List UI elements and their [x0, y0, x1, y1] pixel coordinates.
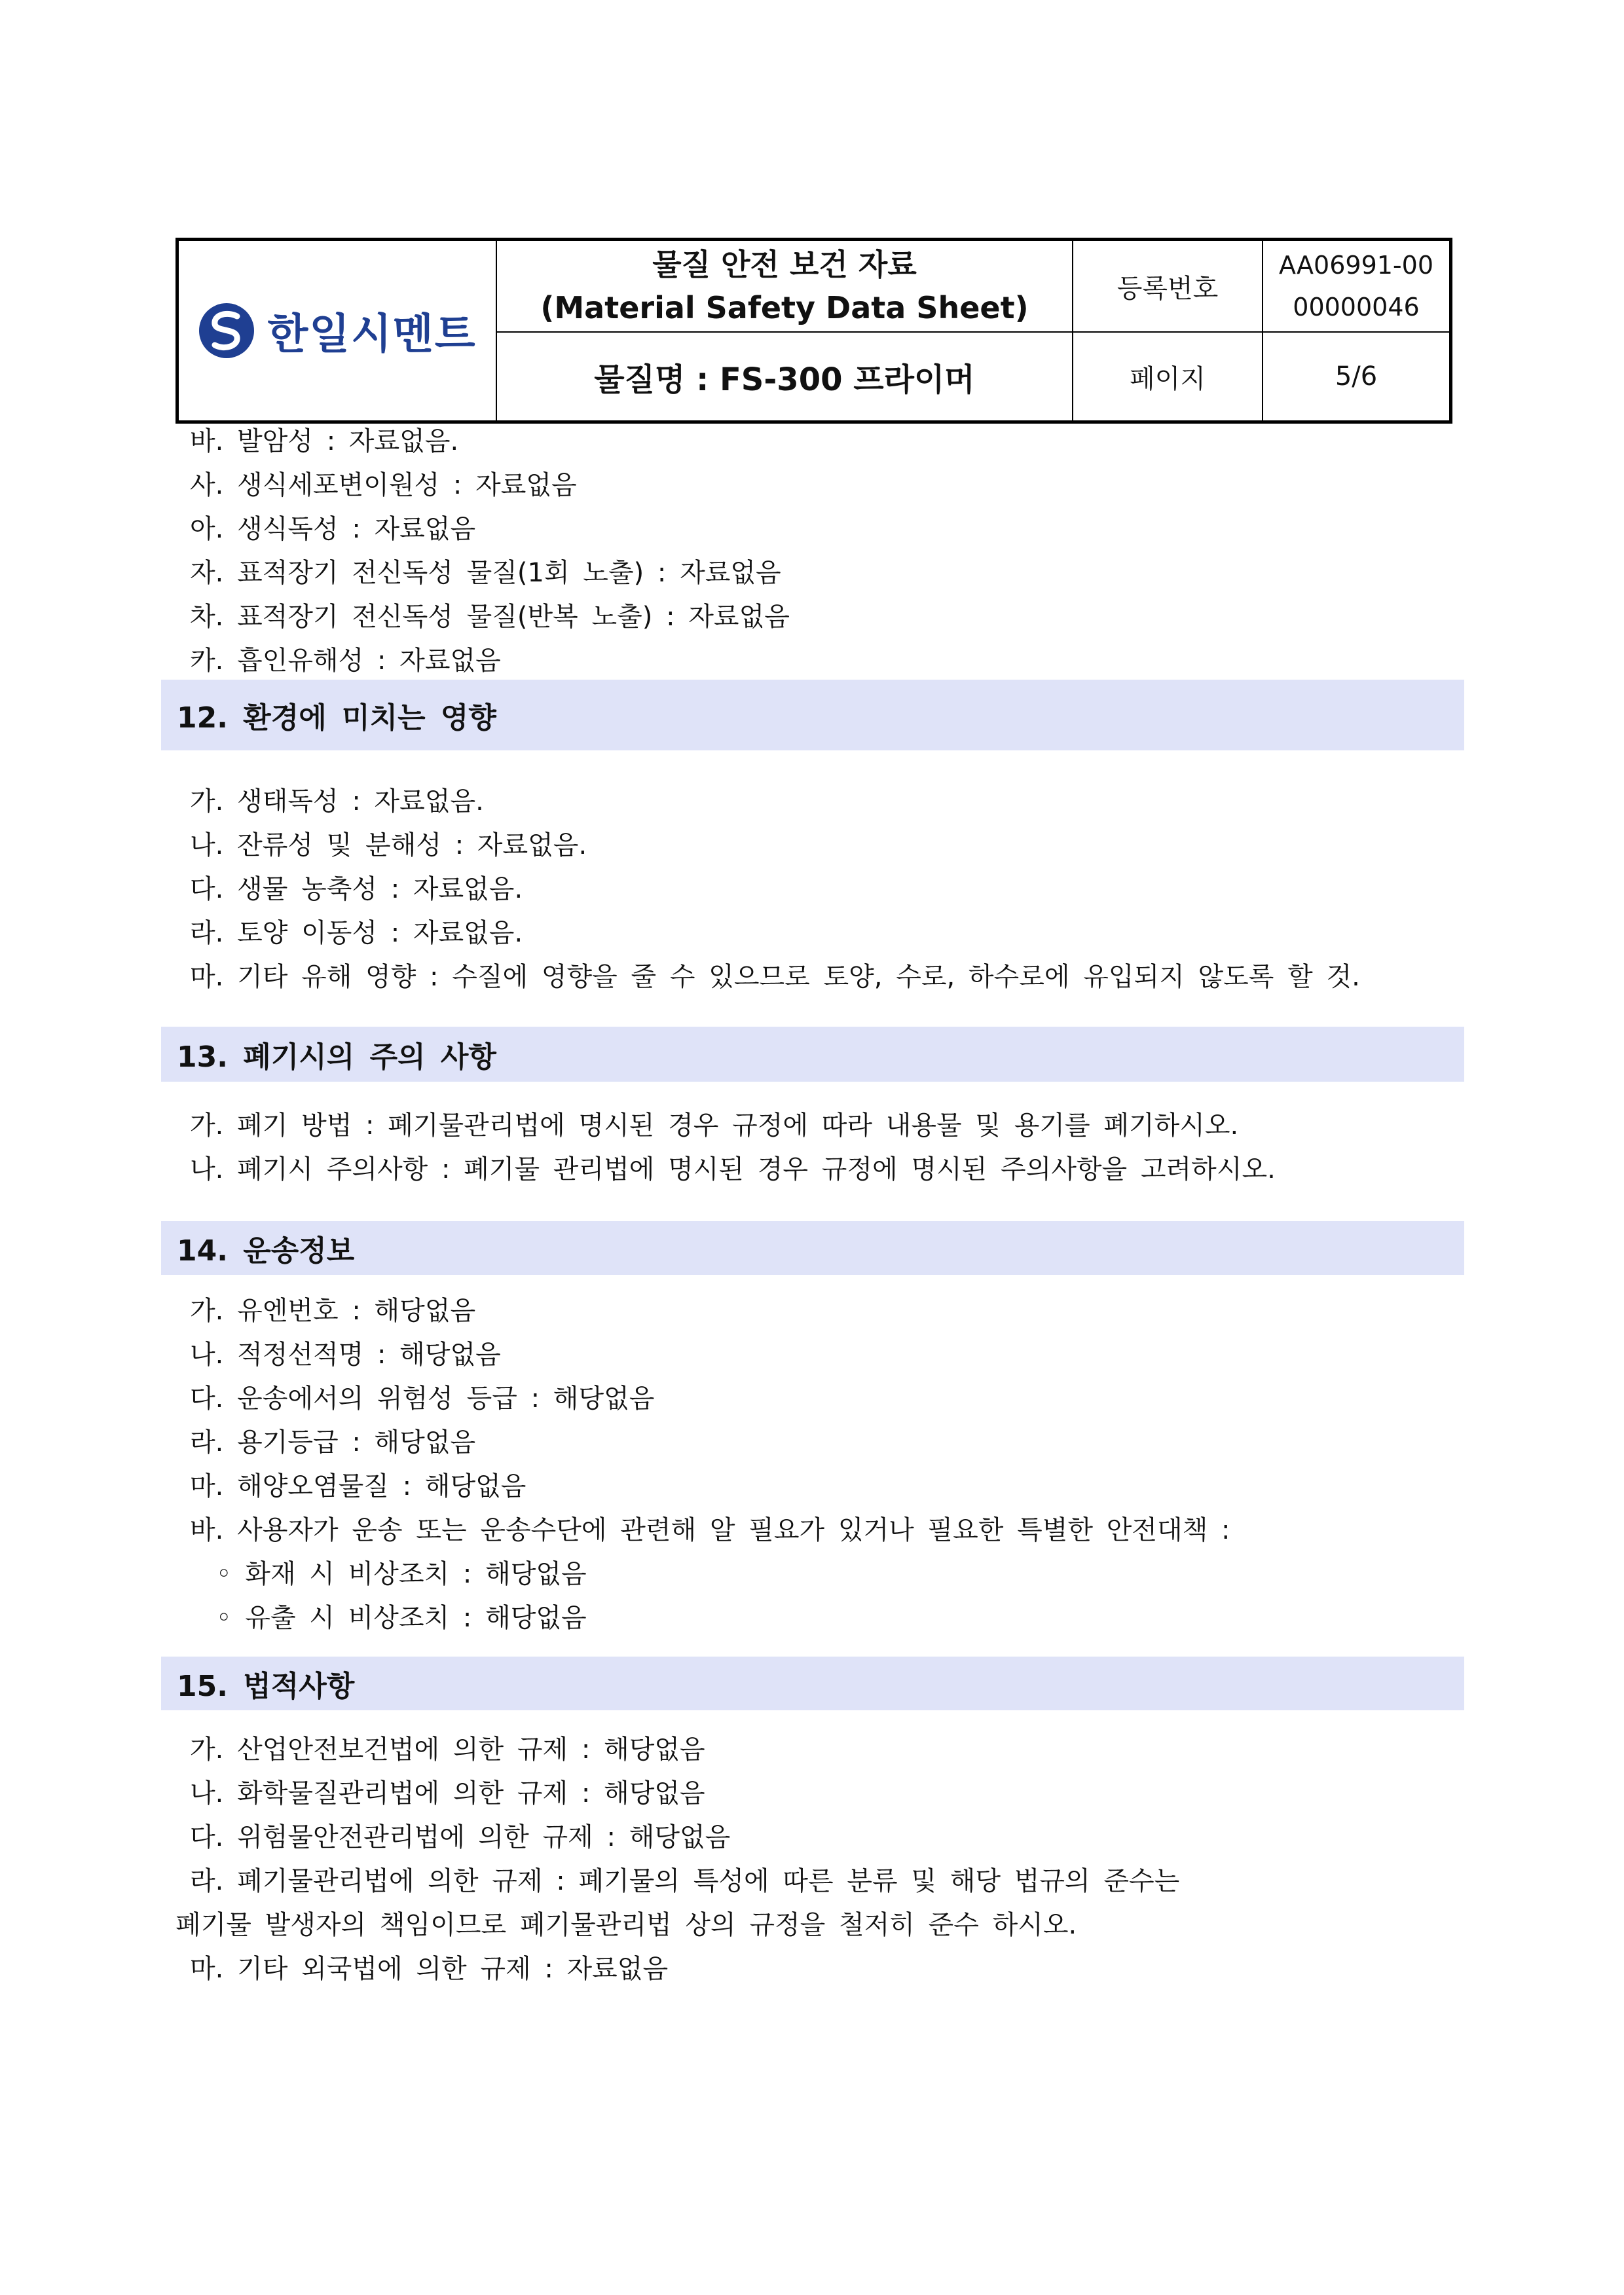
section-header-15	[161, 1657, 1464, 1710]
list-item: 라. 토양 이동성 : 자료없음.	[190, 918, 523, 948]
list-item: 가. 유엔번호 : 해당없음	[190, 1296, 476, 1326]
material-name: 물질명 : FS-300 프라이머	[497, 333, 1073, 420]
list-item: 가. 생태독성 : 자료없음.	[190, 786, 484, 817]
hanil-s-logo-icon	[198, 302, 255, 359]
list-item: 바. 발암성 : 자료없음.	[190, 426, 459, 456]
list-item: 사. 생식세포변이원성 : 자료없음	[190, 470, 577, 500]
list-item: 마. 기타 유해 영향 : 수질에 영향을 줄 수 있으므로 토양, 수로, 하수로에 유입되지 않도록 할 것.	[190, 962, 1360, 992]
registration-number-line1: AA06991-00	[1279, 251, 1433, 280]
page-number: 5/6	[1335, 361, 1378, 392]
list-item: 마. 해양오염물질 : 해당없음	[190, 1471, 526, 1501]
list-item: 가. 폐기 방법 : 폐기물관리법에 명시된 경우 규정에 따라 내용물 및 용기를 폐기하시오.	[190, 1111, 1239, 1141]
list-item: 바. 사용자가 운송 또는 운송수단에 관련해 알 필요가 있거나 필요한 특별한 안전대책 :	[190, 1515, 1230, 1545]
section-header-14	[161, 1221, 1464, 1275]
document-title-cell	[497, 241, 1073, 333]
section-header-12	[161, 680, 1464, 750]
list-item: 아. 생식독성 : 자료없음	[190, 514, 476, 544]
section-title: 15. 법적사항	[177, 1670, 355, 1703]
list-item: 차. 표적장기 전신독성 물질(반복 노출) : 자료없음	[190, 602, 790, 632]
list-item: 나. 잔류성 및 분해성 : 자료없음.	[190, 830, 587, 860]
company-name: 한일시멘트	[267, 310, 477, 359]
sub-list-item: ◦ 유출 시 비상조치 : 해당없음	[216, 1603, 587, 1633]
list-item: 자. 표적장기 전신독성 물질(1회 노출) : 자료없음	[190, 558, 781, 588]
company-logo	[198, 301, 476, 361]
document-title-korean: 물질 안전 보건 자료	[652, 247, 917, 282]
list-item: 다. 생물 농축성 : 자료없음.	[190, 874, 523, 904]
list-item: 다. 위험물안전관리법에 의한 규제 : 해당없음	[190, 1822, 731, 1852]
list-item: 다. 운송에서의 위험성 등급 : 해당없음	[190, 1384, 655, 1414]
list-item: 가. 산업안전보건법에 의한 규제 : 해당없음	[190, 1735, 705, 1765]
section-title: 12. 환경에 미치는 영향	[177, 701, 496, 735]
registration-number-cell	[1263, 241, 1449, 333]
document-title-english: (Material Safety Data Sheet)	[540, 290, 1029, 325]
sub-list-item: ◦ 화재 시 비상조치 : 해당없음	[216, 1559, 587, 1589]
section-title: 14. 운송정보	[177, 1234, 355, 1268]
section-title: 13. 폐기시의 주의 사항	[177, 1040, 496, 1074]
registration-number-line2: 00000046	[1293, 293, 1420, 321]
list-item: 나. 화학물질관리법에 의한 규제 : 해당없음	[190, 1778, 705, 1808]
list-item: 나. 폐기시 주의사항 : 폐기물 관리법에 명시된 경우 규정에 명시된 주의사항을 고려하시오.	[190, 1154, 1276, 1184]
page-label: 페이지	[1073, 333, 1263, 420]
list-item-continuation: 폐기물 발생자의 책임이므로 폐기물관리법 상의 규정을 철저히 준수 하시오.	[175, 1910, 1077, 1940]
list-item: 마. 기타 외국법에 의한 규제 : 자료없음	[190, 1954, 669, 1984]
document-header-table	[175, 238, 1452, 424]
list-item: 카. 흡인유해성 : 자료없음	[190, 646, 501, 676]
list-item: 라. 폐기물관리법에 의한 규제 : 폐기물의 특성에 따른 분류 및 해당 법규의 준수는	[190, 1866, 1180, 1896]
list-item: 라. 용기등급 : 해당없음	[190, 1427, 476, 1458]
registration-label: 등록번호	[1073, 241, 1263, 333]
company-logo-cell	[179, 241, 497, 420]
list-item: 나. 적정선적명 : 해당없음	[190, 1340, 501, 1370]
section-header-13	[161, 1027, 1464, 1082]
